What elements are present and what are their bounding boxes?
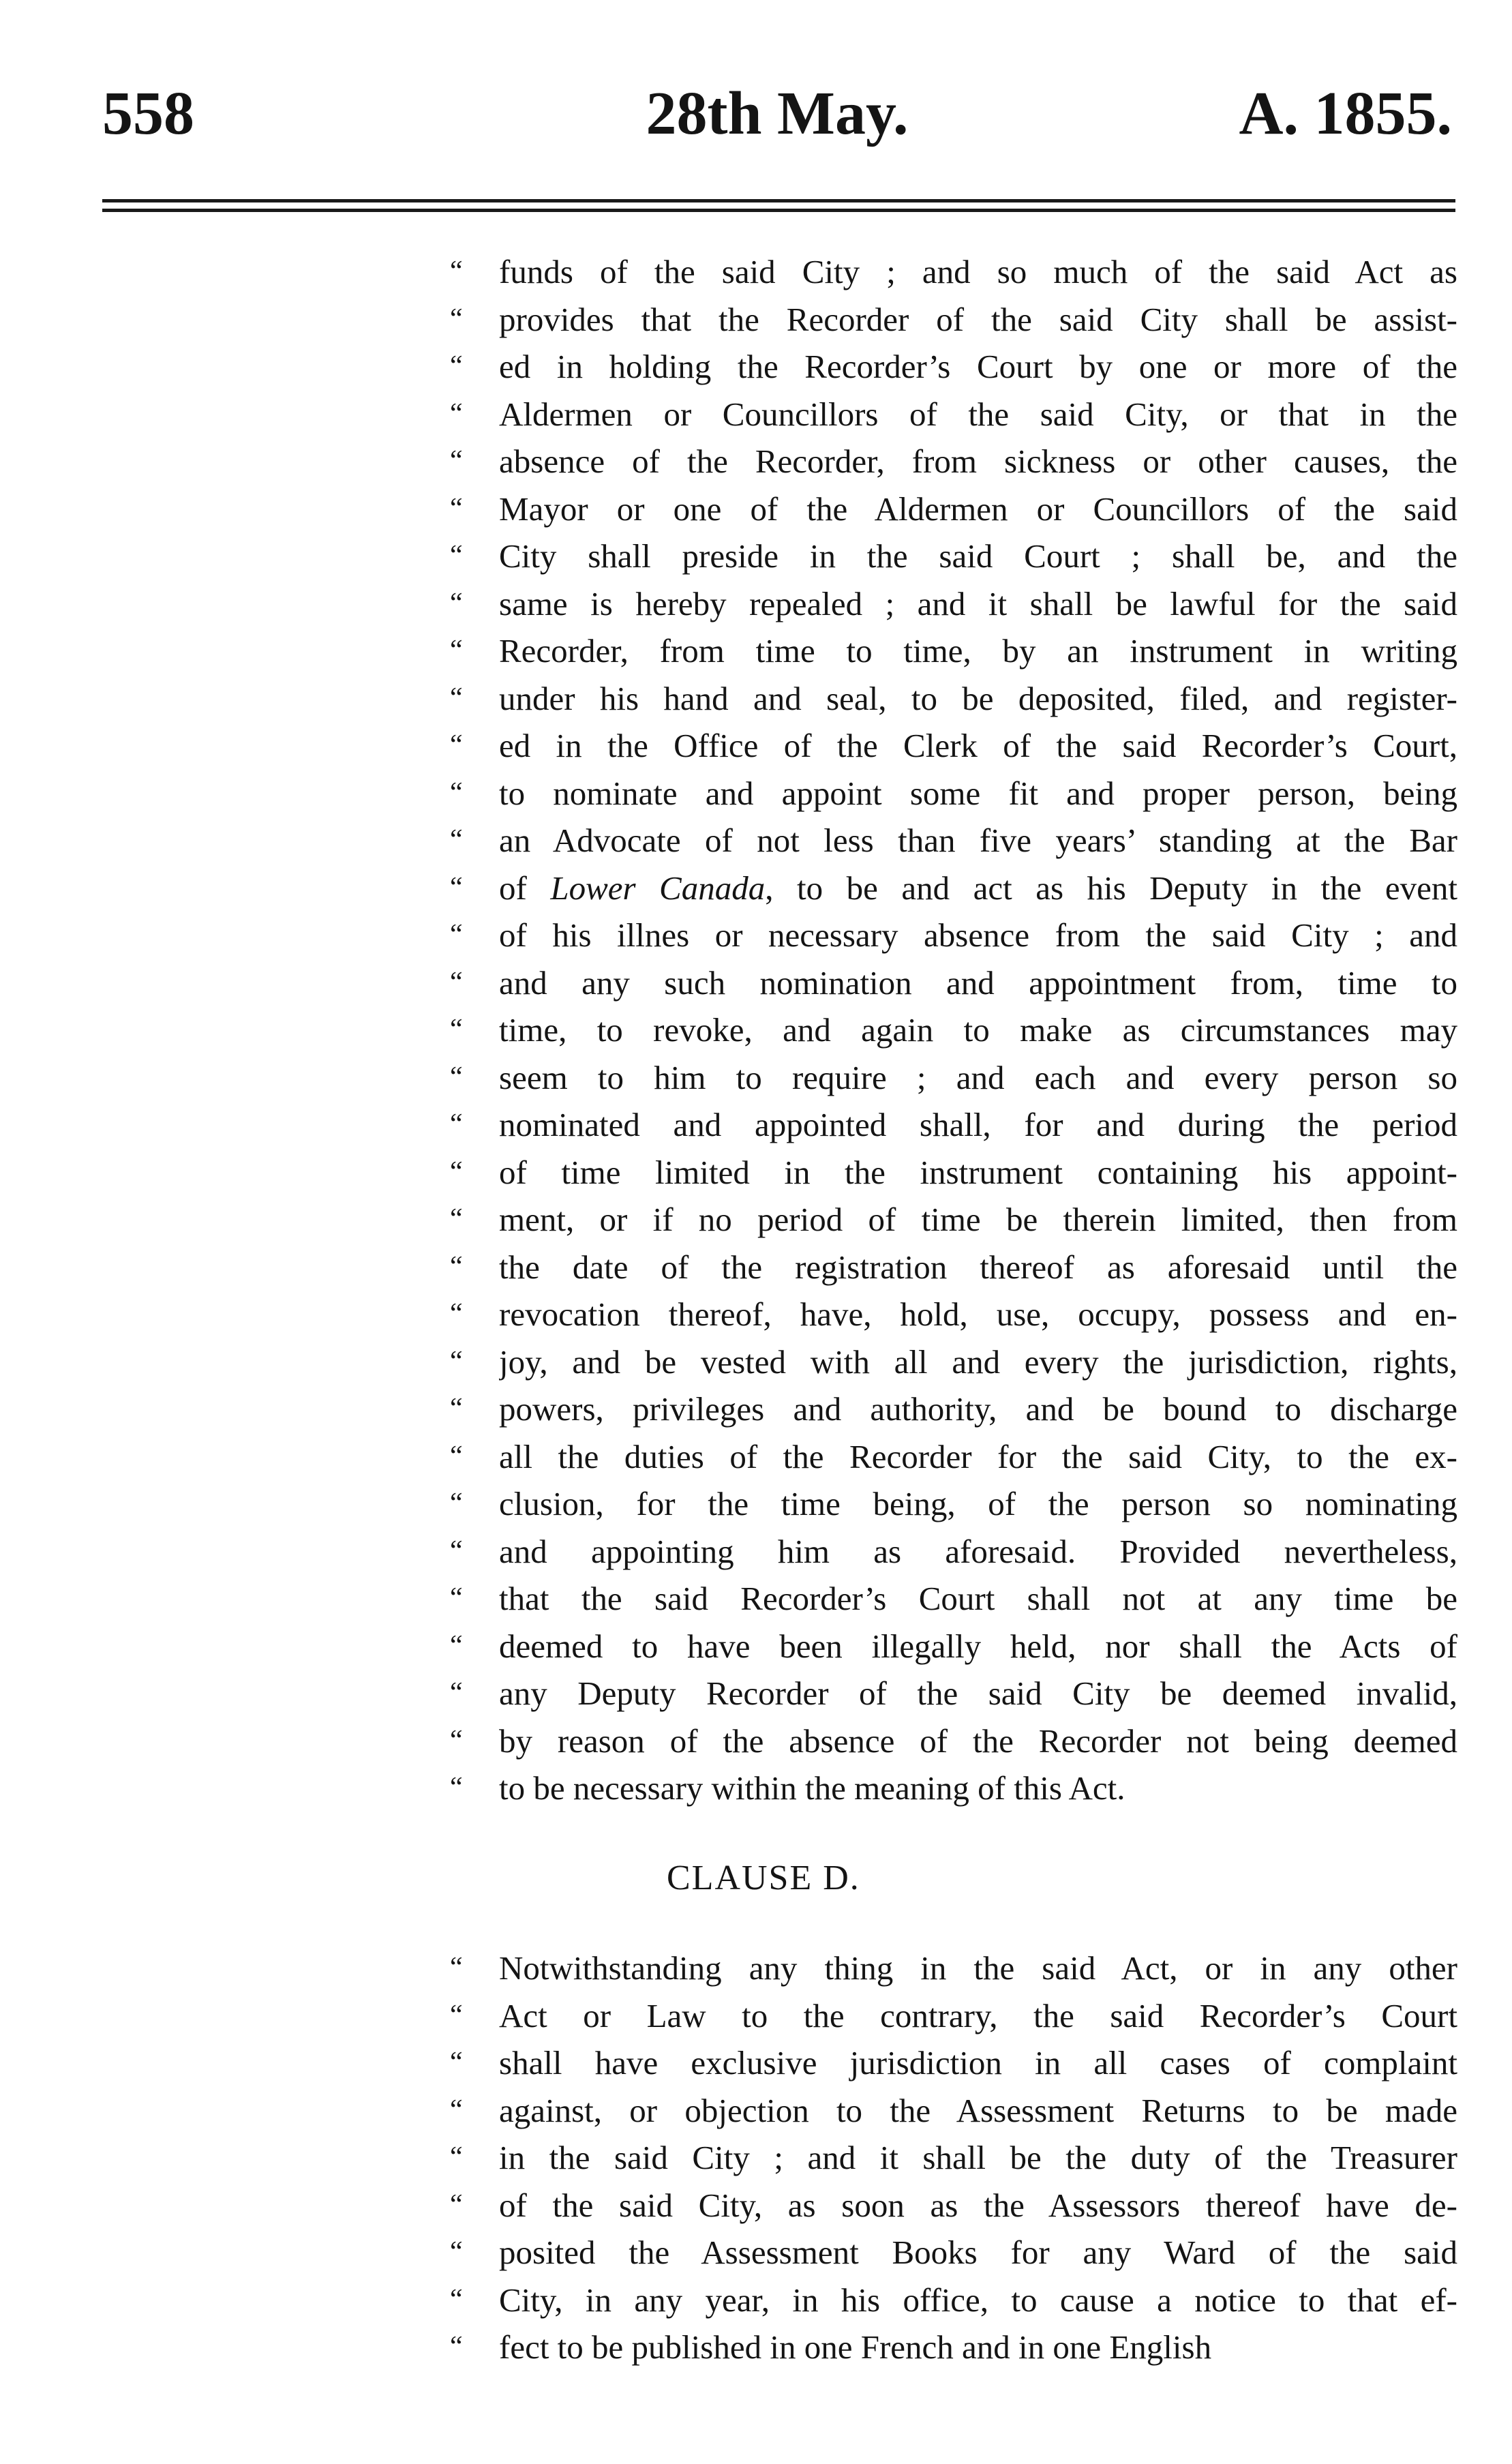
line-text: shall have exclusive jurisdiction in all cases of complaint	[499, 2044, 1457, 2082]
clause-c-continued-text	[450, 248, 1457, 1812]
text-line	[450, 1244, 1457, 1291]
text-line	[450, 391, 1457, 438]
quotation-mark: “	[450, 2094, 463, 2126]
line-text: City shall preside in the said Court ; shall be, and the	[499, 537, 1457, 575]
text-line	[450, 817, 1457, 865]
quotation-mark: “	[450, 1061, 463, 1093]
text-line	[450, 627, 1457, 675]
line-text: deemed to have been illegally held, nor shall the Acts of	[499, 1627, 1457, 1665]
text-line	[450, 2134, 1457, 2182]
quotation-mark: “	[450, 492, 463, 524]
text-line	[450, 532, 1457, 580]
quotation-mark: “	[450, 1156, 463, 1188]
text-line	[450, 1992, 1457, 2040]
quotation-mark: “	[450, 777, 463, 809]
quotation-mark: “	[450, 2142, 463, 2173]
line-text: of time limited in the instrument containing his appoint-	[499, 1153, 1457, 1191]
quotation-mark: “	[450, 587, 463, 619]
line-text: Act or Law to the contrary, the said Recorder’s Court	[499, 1996, 1457, 2034]
quotation-mark: “	[450, 1393, 463, 1424]
italic-place-name: Lower Canada	[550, 869, 766, 907]
line-text: ed in the Office of the Clerk of the said Recorder’s Court,	[499, 727, 1457, 764]
line-text: Recorder, from time to time, by an instrument in writing	[499, 632, 1457, 670]
quotation-mark: “	[450, 2283, 463, 2315]
page-number: 558	[102, 80, 194, 147]
text-line	[450, 1385, 1457, 1433]
line-text: seem to him to require ; and each and every person so	[499, 1058, 1457, 1096]
text-line	[450, 1717, 1457, 1765]
text-line	[450, 296, 1457, 344]
line-text: any Deputy Recorder of the said City be deemed invalid,	[499, 1674, 1457, 1712]
text-line	[450, 1006, 1457, 1054]
text-line	[450, 912, 1457, 959]
quotation-mark: “	[450, 730, 463, 761]
line-text: funds of the said City ; and so much of the said Act as	[499, 253, 1457, 290]
text-line	[450, 1338, 1457, 1386]
quotation-mark: “	[450, 1109, 463, 1140]
text-line	[450, 1149, 1457, 1197]
quotation-mark: “	[450, 1014, 463, 1045]
line-text: to be necessary within the meaning of this Act.	[499, 1769, 1125, 1807]
quotation-mark: “	[450, 540, 463, 571]
line-text: of the said City, as soon as the Assessors thereof have de-	[499, 2186, 1457, 2224]
text-line	[450, 438, 1457, 485]
quotation-mark: “	[450, 1250, 463, 1282]
text-line	[450, 2182, 1457, 2229]
line-text: time, to revoke, and again to make as circumstances may	[499, 1011, 1457, 1049]
text-line	[450, 675, 1457, 723]
quotation-mark: “	[450, 1298, 463, 1329]
text-line	[450, 1575, 1457, 1623]
quotation-mark: “	[450, 1677, 463, 1709]
text-line	[450, 485, 1457, 533]
line-text: that the said Recorder’s Court shall not at any time be	[499, 1580, 1457, 1617]
running-head-date: 28th May.	[646, 80, 909, 147]
line-text: joy, and be vested with all and every the jurisdiction, rights,	[499, 1342, 1457, 1381]
line-text: of Lower Canada, to be and act as his Deputy in the event	[499, 869, 1457, 907]
text-line	[450, 1054, 1457, 1102]
quotation-mark: “	[450, 1535, 463, 1567]
quotation-mark: “	[450, 824, 463, 856]
line-text: ment, or if no period of time be therein limited, then from	[499, 1201, 1457, 1238]
quotation-mark: “	[450, 2331, 463, 2362]
text-line	[450, 2324, 1457, 2371]
text-line	[450, 959, 1457, 1007]
line-text: posited the Assessment Books for any Ward of the said	[499, 2234, 1457, 2271]
text-line	[450, 1433, 1457, 1481]
running-head-year: A. 1855.	[1239, 80, 1452, 147]
quotation-mark: “	[450, 2189, 463, 2221]
text-line	[450, 2229, 1457, 2277]
quotation-mark: “	[450, 1345, 463, 1377]
text-line	[450, 1764, 1457, 1812]
text-line	[450, 1101, 1457, 1149]
quotation-mark: “	[450, 1772, 463, 1803]
line-text: the date of the registration thereof as aforesaid until the	[499, 1248, 1457, 1286]
line-text: to nominate and appoint some fit and proper person, being	[499, 774, 1457, 812]
text-line	[450, 2039, 1457, 2087]
quotation-mark: “	[450, 303, 463, 335]
text-line	[450, 865, 1457, 912]
line-text: Mayor or one of the Aldermen or Councillors of the said	[499, 490, 1457, 528]
line-text: ed in holding the Recorder’s Court by one or more of the	[499, 348, 1457, 385]
quotation-mark: “	[450, 1203, 463, 1235]
line-text: City, in any year, in his office, to cause a notice to that ef-	[499, 2281, 1457, 2319]
header-rule-top	[102, 199, 1455, 202]
quotation-mark: “	[450, 966, 463, 998]
line-text: absence of the Recorder, from sickness or other causes, the	[499, 442, 1457, 480]
quotation-mark: “	[450, 1629, 463, 1662]
text-line	[450, 1670, 1457, 1717]
line-text: clusion, for the time being, of the person so nominating	[499, 1485, 1457, 1522]
text-line	[450, 248, 1457, 296]
clause-d-text	[450, 1944, 1457, 2371]
text-line	[450, 1480, 1457, 1528]
quotation-mark: “	[450, 397, 463, 430]
line-text: fect to be published in one French and in one English	[499, 2328, 1212, 2366]
quotation-mark: “	[450, 1488, 463, 1519]
quotation-mark: “	[450, 2236, 463, 2268]
line-text: Notwithstanding any thing in the said Act, or in any other	[499, 1949, 1457, 1987]
line-text: in the said City ; and it shall be the duty of the Treasurer	[499, 2139, 1457, 2176]
line-text: of his illnes or necessary absence from the said City ; and	[499, 916, 1457, 954]
text-line	[450, 1528, 1457, 1576]
quotation-mark: “	[450, 1440, 463, 1472]
header-rule-bottom	[102, 209, 1455, 212]
line-text: provides that the Recorder of the said City shall be assist-	[499, 300, 1457, 338]
line-text: and appointing him as aforesaid. Provided nevertheless,	[499, 1532, 1457, 1570]
line-text: all the duties of the Recorder for the said City, to the ex-	[499, 1437, 1457, 1475]
text-line	[450, 722, 1457, 770]
line-text: an Advocate of not less than five years’ standing at the Bar	[499, 822, 1457, 859]
text-line	[450, 1944, 1457, 1992]
line-text: and any such nomination and appointment from, time to	[499, 963, 1457, 1002]
quotation-mark: “	[450, 256, 463, 287]
quotation-mark: “	[450, 871, 463, 903]
quotation-mark: “	[450, 1952, 463, 1983]
quotation-mark: “	[450, 1999, 463, 2031]
line-text: Aldermen or Councillors of the said City, or that in the	[499, 395, 1457, 433]
text-line	[450, 580, 1457, 628]
quotation-mark: “	[450, 635, 463, 666]
clause-d-heading: CLAUSE D.	[667, 1859, 860, 1897]
quotation-mark: “	[450, 445, 463, 477]
quotation-mark: “	[450, 682, 463, 714]
text-line	[450, 2087, 1457, 2135]
quotation-mark: “	[450, 2047, 463, 2078]
line-text: by reason of the absence of the Recorder not being deemed	[499, 1722, 1457, 1760]
page-header	[102, 76, 1452, 158]
text-line	[450, 1623, 1457, 1670]
quotation-mark: “	[450, 919, 463, 950]
quotation-mark: “	[450, 350, 463, 382]
text-line	[450, 343, 1457, 391]
line-text: powers, privileges and authority, and be bound to discharge	[499, 1390, 1457, 1428]
text-line	[450, 1196, 1457, 1244]
text-line	[450, 1291, 1457, 1338]
text-line	[450, 770, 1457, 817]
quotation-mark: “	[450, 1724, 463, 1756]
line-text: nominated and appointed shall, for and during the period	[499, 1106, 1457, 1143]
line-text: under his hand and seal, to be deposited, filed, and register-	[499, 679, 1457, 717]
line-text: against, or objection to the Assessment Returns to be made	[499, 2091, 1457, 2129]
line-text: same is hereby repealed ; and it shall be lawful for the said	[499, 584, 1457, 622]
text-line	[450, 2277, 1457, 2324]
line-text: revocation thereof, have, hold, use, occupy, possess and en-	[499, 1295, 1457, 1333]
quotation-mark: “	[450, 1582, 463, 1614]
